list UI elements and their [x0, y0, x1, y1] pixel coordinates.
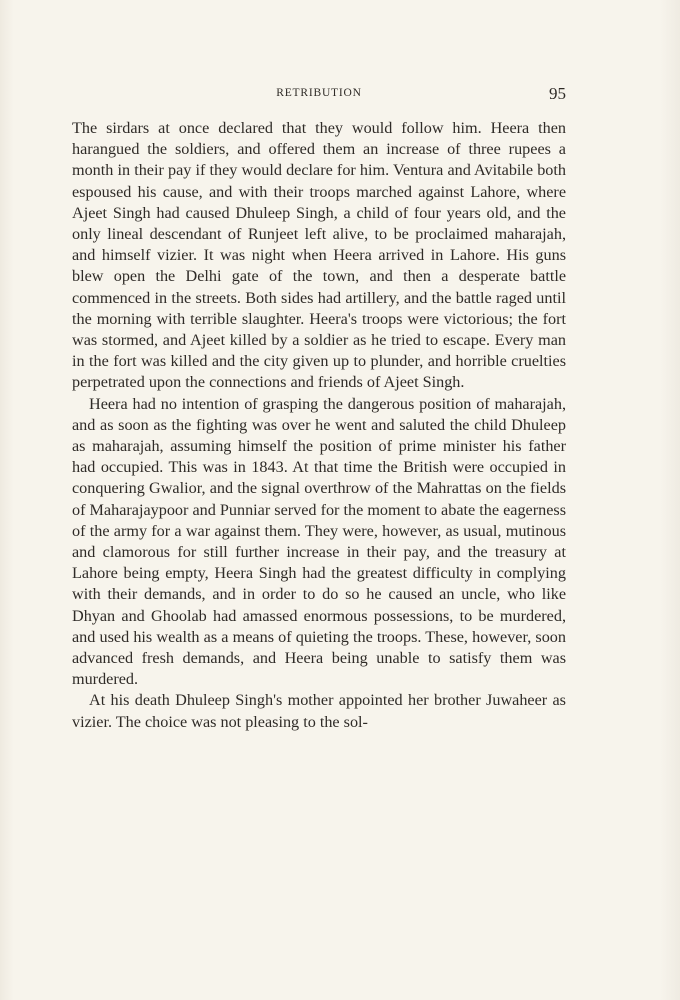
paragraph-3: At his death Dhuleep Singh's mother appointed her brother Juwaheer as vizier. The choice was not pleasing to the sol- [72, 691, 566, 731]
paragraph-2: Heera had no intention of grasping the dangerous position of maharajah, and as soon as the fighting was over he went and saluted the child Dhuleep as maharajah, assuming himself the position of prime minister his father had occupied. This was in 1843. At that time the British were occupied in conquering Gwalior, and the signal overthrow of the Mahrattas on the fields of Maharajaypoor and Punniar served for the moment to abate the eagerness of the army for a war against them. They were, however, as usual, mutinous and clamorous for still further increase in their pay, and the treasury at Lahore being empty, Heera Singh had the greatest difficulty in complying with their demands, and in order to do so he caused an uncle, who like Dhyan and Ghoolab had amassed enormous possessions, to be murdered, and used his wealth as a means of quieting the troops. These, however, soon advanced fresh demands, and Heera being unable to satisfy them was murdered. [72, 394, 566, 689]
paragraph-1: The sirdars at once declared that they would follow him. Heera then harangued the soldiers, and offered them an increase of three rupees a month in their pay if they would declare for him. Ventura and Avitabile both espoused his cause, and with their troops marched against Lahore, where Ajeet Singh had caused Dhuleep Singh, a child of four years old, and the only lineal descendant of Runjeet left alive, to be proclaimed maharajah, and himself vizier. It was night when Heera arrived in Lahore. His guns blew open the Delhi gate of the town, and then a desperate battle commenced in the streets. Both sides had artillery, and the battle raged until the morning with terrible slaughter. Heera's troops were victorious; the fort was stormed, and Ajeet killed by a soldier as he tried to escape. Every man in the fort was killed and the city given up to plunder, and horrible cruelties perpetrated upon the connections and friends of Ajeet Singh. [72, 119, 566, 392]
page-header [72, 84, 566, 104]
page-body [72, 118, 566, 733]
page-number: 95 [549, 84, 566, 103]
running-title: RETRIBUTION [276, 87, 362, 99]
